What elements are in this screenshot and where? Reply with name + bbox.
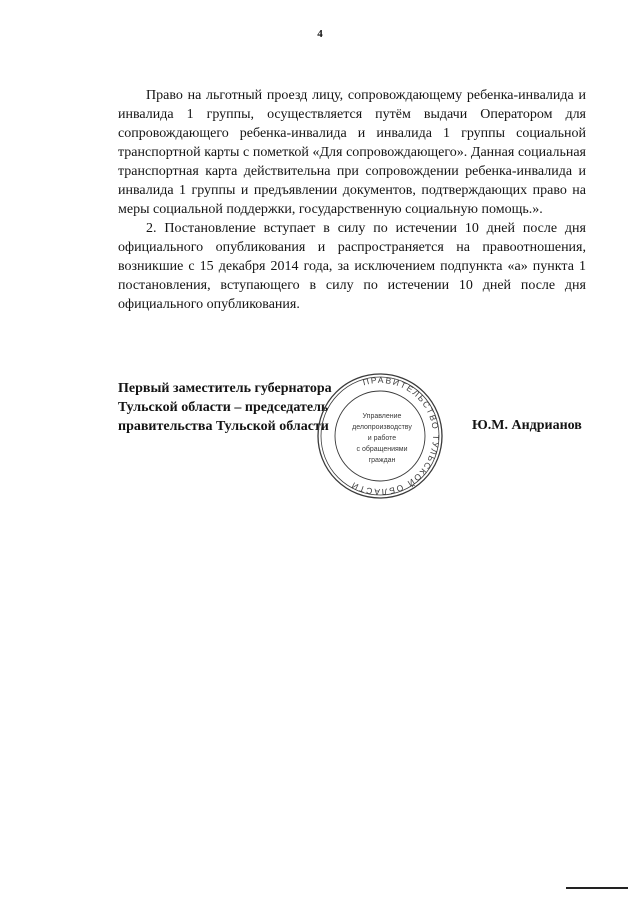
official-seal-stamp	[316, 372, 444, 500]
seal-center-line: и работе	[367, 435, 397, 442]
paragraph-effective-date: 2. Постановление вступает в силу по истечении 10 дней после дня официального опубликования и распространяется на правоотношения, возникшие с 15 декабря 2014 года, за исключением подпункта «а» пункта 1 постановления, вступающего в силу по истечении 10 дней после дня официального опубликования.	[118, 221, 586, 312]
signatory-title-line: правительства Тульской области	[118, 419, 329, 434]
signatory-title-line: Первый заместитель губернатора	[118, 381, 332, 396]
seal-center-line: делопроизводству	[352, 424, 412, 431]
seal-center-line: Управление	[362, 413, 402, 420]
paragraph-escort-right: Право на льготный проезд лицу, сопровождающему ребенка-инвалида и инвалида 1 группы, осуществляется путём выдачи Оператором для сопровождающего ребенка-инвалида и инвалида 1 группы социальной транспортной карты с пометкой «Для сопровождающего». Данная социальная транспортная карта действительна при сопровождении ребенка-инвалида и инвалида 1 группы и предъявлении документов, подтверждающих право на меры социальной поддержки, государственную социальную помощь.».	[118, 88, 586, 217]
seal-center-line: с обращениями	[356, 446, 408, 453]
document-body	[118, 86, 586, 314]
seal-outer-text: ПРАВИТЕЛЬСТВО ТУЛЬСКОЙ ОБЛАСТИ	[348, 374, 442, 498]
bottom-rule	[566, 887, 628, 889]
signatory-title-line: Тульской области – председатель	[118, 400, 329, 415]
signatory-name: Ю.М. Андрианов	[472, 418, 582, 433]
seal-center-line: граждан	[368, 457, 396, 464]
page-number: 4	[317, 28, 323, 40]
